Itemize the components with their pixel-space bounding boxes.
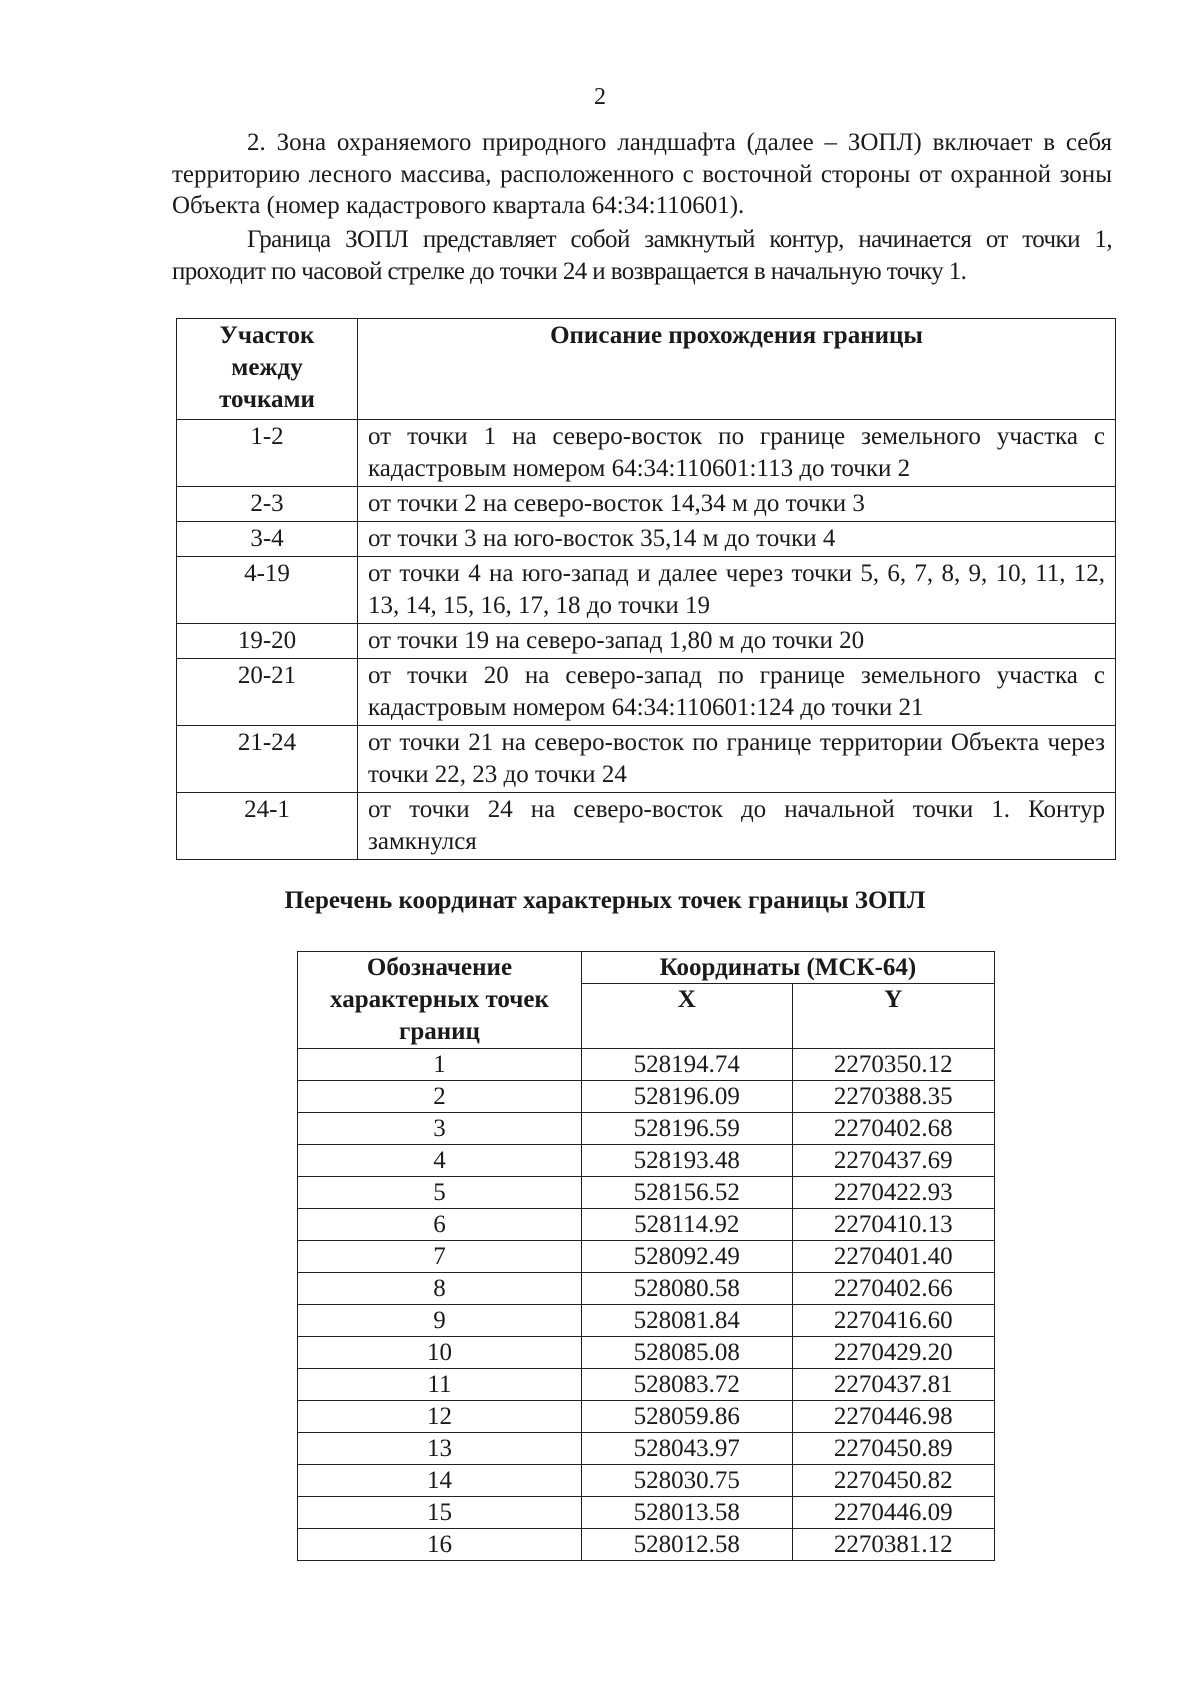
segment-cell: 1-2 [177, 420, 358, 487]
point-cell: 3 [298, 1113, 582, 1145]
description-column-header: Описание прохождения границы [358, 319, 1116, 420]
table-row [177, 726, 1116, 793]
description-cell: от точки 20 на северо-запад по границе земельного участка с кадастровым номером 64:34:110601:124 до точки 21 [358, 659, 1116, 726]
x-cell: 528085.08 [581, 1337, 792, 1369]
y-cell: 2270446.98 [792, 1401, 994, 1433]
table-row [298, 1273, 995, 1305]
y-cell: 2270401.40 [792, 1241, 994, 1273]
table-row [298, 1369, 995, 1401]
coordinates-table [297, 951, 995, 1561]
point-cell: 6 [298, 1209, 582, 1241]
y-cell: 2270446.09 [792, 1497, 994, 1529]
point-cell: 5 [298, 1177, 582, 1209]
zone-description-paragraph: 2. Зона охраняемого природного ландшафта (далее – ЗОПЛ) включает в себя территорию лесного массива, расположенного с восточной стороны от охранной зоны Объекта (номер кадастрового квартала 64:34:110601). [172, 129, 1112, 219]
table-row [298, 1145, 995, 1177]
x-cell: 528012.58 [581, 1529, 792, 1561]
y-cell: 2270450.82 [792, 1465, 994, 1497]
x-cell: 528059.86 [581, 1401, 792, 1433]
x-cell: 528080.58 [581, 1273, 792, 1305]
y-column-header: Y [792, 984, 994, 1049]
y-cell: 2270388.35 [792, 1081, 994, 1113]
y-cell: 2270410.13 [792, 1209, 994, 1241]
x-cell: 528193.48 [581, 1145, 792, 1177]
boundary-contour-paragraph: Граница ЗОПЛ представляет собой замкнутый контур, начинается от точки 1, проходит по часовой стрелке до точки 24 и возвращается в начальную точку 1. [172, 226, 1112, 285]
x-cell: 528013.58 [581, 1497, 792, 1529]
x-cell: 528196.09 [581, 1081, 792, 1113]
y-cell: 2270437.81 [792, 1369, 994, 1401]
point-cell: 12 [298, 1401, 582, 1433]
description-cell: от точки 2 на северо-восток 14,34 м до точки 3 [358, 487, 1116, 522]
table-header-row [298, 952, 995, 984]
x-cell: 528043.97 [581, 1433, 792, 1465]
point-cell: 2 [298, 1081, 582, 1113]
table-row [177, 420, 1116, 487]
segment-cell: 24-1 [177, 793, 358, 860]
segment-cell: 2-3 [177, 487, 358, 522]
table-row [298, 1497, 995, 1529]
table-row [298, 1081, 995, 1113]
table-row [298, 1337, 995, 1369]
table-row [298, 1433, 995, 1465]
table-row [298, 1305, 995, 1337]
point-cell: 13 [298, 1433, 582, 1465]
table-row [177, 659, 1116, 726]
point-cell: 7 [298, 1241, 582, 1273]
x-cell: 528114.92 [581, 1209, 792, 1241]
point-cell: 15 [298, 1497, 582, 1529]
table-row [298, 1529, 995, 1561]
page-number: 2 [594, 84, 606, 110]
point-cell: 16 [298, 1529, 582, 1561]
description-cell: от точки 3 на юго-восток 35,14 м до точки 4 [358, 522, 1116, 557]
segment-cell: 20-21 [177, 659, 358, 726]
table-row [177, 522, 1116, 557]
point-cell: 11 [298, 1369, 582, 1401]
y-cell: 2270402.68 [792, 1113, 994, 1145]
boundary-description-table [176, 318, 1116, 860]
coordinates-list-title: Перечень координат характерных точек границы ЗОПЛ [284, 887, 926, 914]
x-cell: 528081.84 [581, 1305, 792, 1337]
table-header-row [177, 319, 1116, 420]
y-cell: 2270450.89 [792, 1433, 994, 1465]
x-cell: 528092.49 [581, 1241, 792, 1273]
table-row [177, 557, 1116, 624]
table-row [298, 1401, 995, 1433]
description-cell: от точки 1 на северо-восток по границе земельного участка с кадастровым номером 64:34:110601:113 до точки 2 [358, 420, 1116, 487]
point-cell: 8 [298, 1273, 582, 1305]
point-cell: 4 [298, 1145, 582, 1177]
table-row [177, 793, 1116, 860]
coordinates-system-header: Координаты (МСК-64) [581, 952, 994, 984]
x-cell: 528196.59 [581, 1113, 792, 1145]
table-row [298, 1241, 995, 1273]
point-cell: 9 [298, 1305, 582, 1337]
table-row [298, 1209, 995, 1241]
point-designation-header: Обозначение характерных точек границ [298, 952, 582, 1049]
x-cell: 528083.72 [581, 1369, 792, 1401]
description-cell: от точки 19 на северо-запад 1,80 м до точки 20 [358, 624, 1116, 659]
table-row [177, 487, 1116, 522]
x-cell: 528156.52 [581, 1177, 792, 1209]
table-row [177, 624, 1116, 659]
x-cell: 528194.74 [581, 1049, 792, 1081]
segment-cell: 19-20 [177, 624, 358, 659]
point-cell: 10 [298, 1337, 582, 1369]
y-cell: 2270350.12 [792, 1049, 994, 1081]
table-row [298, 1113, 995, 1145]
y-cell: 2270416.60 [792, 1305, 994, 1337]
table-row [298, 1465, 995, 1497]
y-cell: 2270381.12 [792, 1529, 994, 1561]
segment-column-header: Участок между точками [177, 319, 358, 420]
description-cell: от точки 24 на северо-восток до начальной точки 1. Контур замкнулся [358, 793, 1116, 860]
y-cell: 2270429.20 [792, 1337, 994, 1369]
y-cell: 2270437.69 [792, 1145, 994, 1177]
x-cell: 528030.75 [581, 1465, 792, 1497]
point-cell: 14 [298, 1465, 582, 1497]
description-cell: от точки 21 на северо-восток по границе территории Объекта через точки 22, 23 до точки 24 [358, 726, 1116, 793]
table-row [298, 1177, 995, 1209]
segment-cell: 3-4 [177, 522, 358, 557]
y-cell: 2270402.66 [792, 1273, 994, 1305]
description-cell: от точки 4 на юго-запад и далее через точки 5, 6, 7, 8, 9, 10, 11, 12, 13, 14, 15, 16, 17, 18 до точки 19 [358, 557, 1116, 624]
y-cell: 2270422.93 [792, 1177, 994, 1209]
segment-cell: 4-19 [177, 557, 358, 624]
table-row [298, 1049, 995, 1081]
point-cell: 1 [298, 1049, 582, 1081]
segment-cell: 21-24 [177, 726, 358, 793]
x-column-header: X [581, 984, 792, 1049]
